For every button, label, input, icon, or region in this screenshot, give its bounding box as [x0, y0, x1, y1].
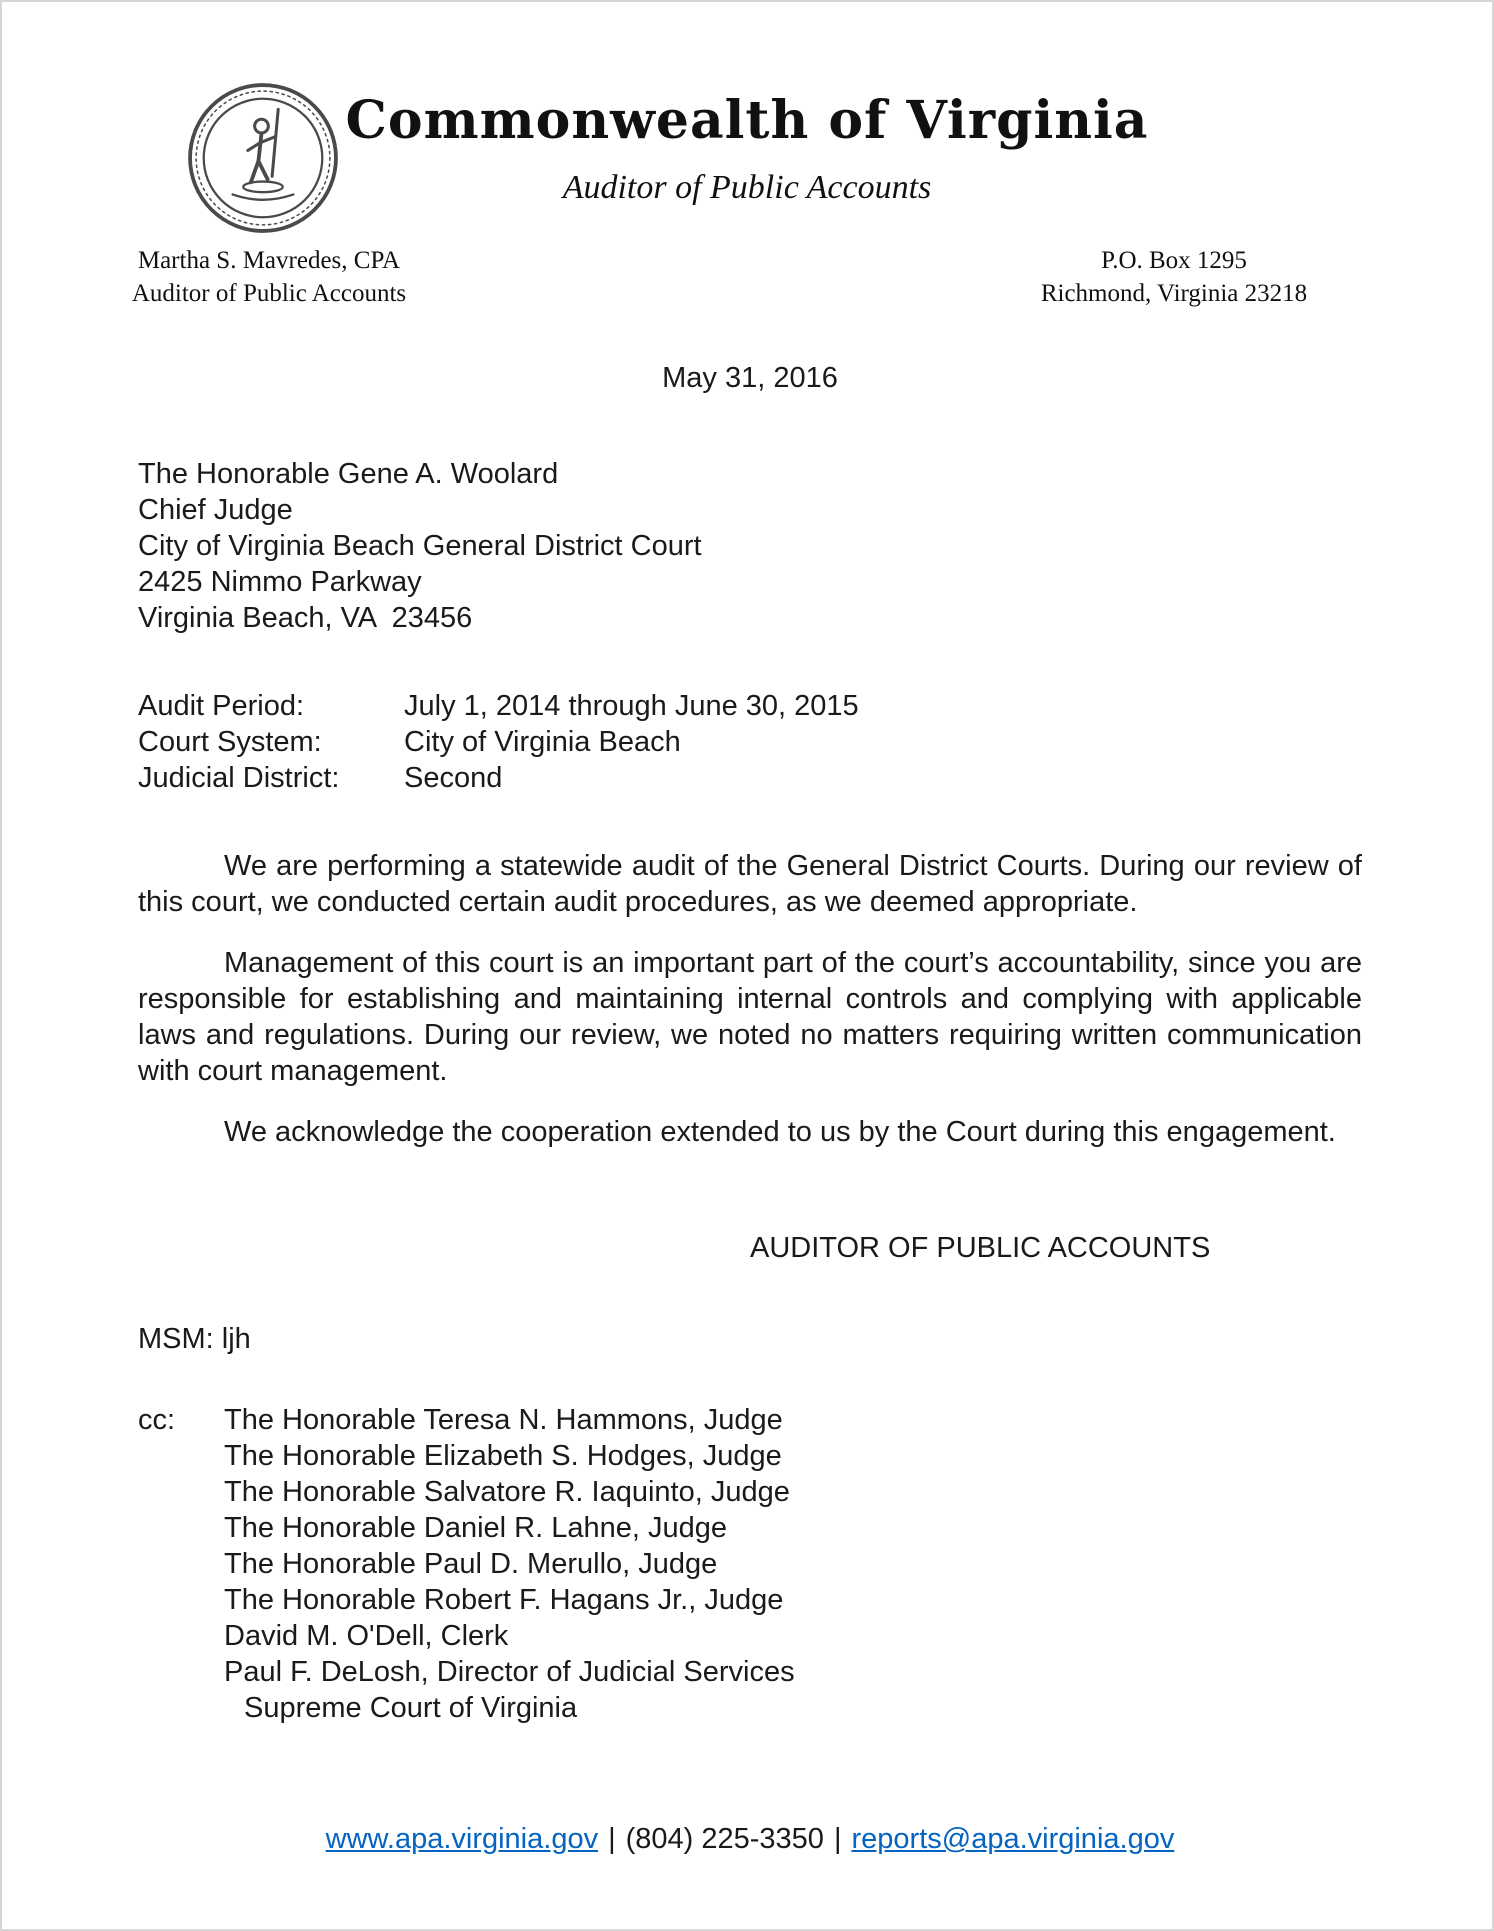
- city-state-line: Richmond, Virginia 23218: [1040, 279, 1308, 307]
- officer-name: Martha S. Mavredes, CPA: [137, 247, 401, 274]
- cc-label: cc:: [138, 1404, 176, 1436]
- paragraph-1: We are performing a statewide audit of the General District Courts. During our review of this court, we conducted certain audit procedures, as we deemed appropriate.: [138, 850, 1362, 918]
- footer-separator: |: [608, 1823, 616, 1855]
- footer-contact-line: [138, 1821, 1362, 1857]
- audit-period-value: July 1, 2014 through June 30, 2015: [404, 690, 859, 722]
- officer-title: Auditor of Public Accounts: [131, 279, 407, 307]
- cc-list: [224, 1402, 1362, 1726]
- po-box-line: P.O. Box 1295: [1101, 247, 1247, 274]
- email-link[interactable]: reports@apa.virginia.gov: [851, 1823, 1175, 1855]
- recipient-city: Virginia Beach, VA 23456: [138, 602, 473, 634]
- info-row-judicial-district: [138, 760, 1362, 796]
- footer-separator: |: [833, 1823, 842, 1855]
- judicial-district-label: Judicial District:: [138, 762, 340, 794]
- letter-date: May 31, 2016: [662, 362, 838, 394]
- letterhead-title: Commonwealth of Virginia: [345, 90, 1149, 151]
- cc-item: Supreme Court of Virginia: [244, 1692, 578, 1724]
- cc-item: The Honorable Teresa N. Hammons, Judge: [224, 1404, 783, 1436]
- court-system-value: City of Virginia Beach: [404, 726, 681, 758]
- recipient-court: City of Virginia Beach General District Court: [138, 530, 702, 562]
- cc-item: The Honorable Paul D. Merullo, Judge: [224, 1548, 718, 1580]
- paragraph-3: We acknowledge the cooperation extended to us by the Court during this engagement.: [224, 1116, 1336, 1148]
- address-block: [1014, 245, 1334, 310]
- signature-line: AUDITOR OF PUBLIC ACCOUNTS: [750, 1232, 1211, 1264]
- cc-item: The Honorable Robert F. Hagans Jr., Judge: [224, 1584, 784, 1616]
- cc-block: [138, 1402, 1362, 1726]
- letterhead: [2, 2, 1492, 312]
- info-row-audit-period: [138, 688, 1362, 724]
- recipient-name: The Honorable Gene A. Woolard: [138, 458, 559, 490]
- judicial-district-value: Second: [404, 762, 503, 794]
- court-system-label: Court System:: [138, 726, 322, 758]
- website-link[interactable]: www.apa.virginia.gov: [325, 1823, 599, 1855]
- cc-item: David M. O'Dell, Clerk: [224, 1620, 509, 1652]
- recipient-title: Chief Judge: [138, 494, 293, 526]
- footer-phone: (804) 225-3350: [625, 1823, 824, 1855]
- cc-item: The Honorable Elizabeth S. Hodges, Judge: [224, 1440, 782, 1472]
- recipient-block: [138, 456, 1362, 636]
- reference-initials: MSM: ljh: [138, 1323, 251, 1355]
- cc-item: The Honorable Salvatore R. Iaquinto, Judge: [224, 1476, 790, 1508]
- letter-body: [2, 360, 1492, 1857]
- cc-item: Paul F. DeLosh, Director of Judicial Services: [224, 1656, 795, 1688]
- info-row-court-system: [138, 724, 1362, 760]
- recipient-street: 2425 Nimmo Parkway: [138, 566, 422, 598]
- audit-period-label: Audit Period:: [138, 690, 305, 722]
- audit-info-block: [138, 688, 1362, 796]
- cc-item: The Honorable Daniel R. Lahne, Judge: [224, 1512, 727, 1544]
- letterhead-subtitle: Auditor of Public Accounts: [562, 169, 932, 206]
- officer-block: [114, 245, 424, 310]
- paragraph-2: Management of this court is an important part of the court’s accountability, since you are responsible for establishing and maintaining internal controls and complying with applicable laws and regulations. During our review, we noted no matters requiring written communication with court management.: [138, 947, 1362, 1087]
- virginia-state-seal-icon: [187, 82, 339, 234]
